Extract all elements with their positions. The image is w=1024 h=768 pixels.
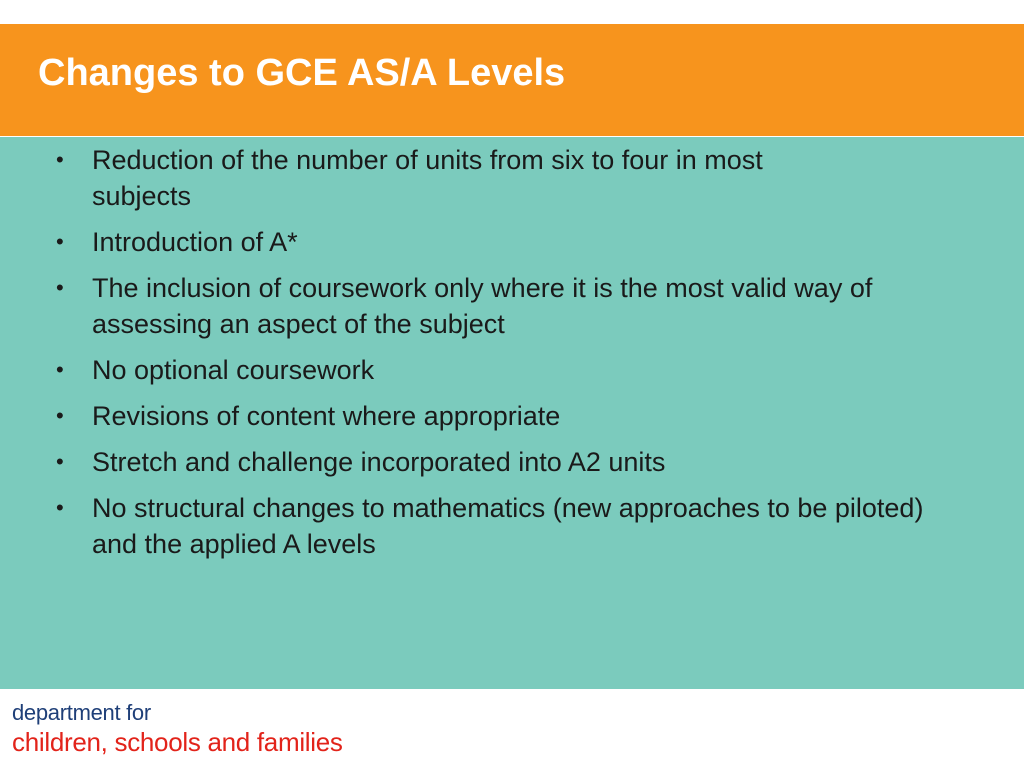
bullet-text: Introduction of A* xyxy=(92,227,298,257)
bullet-item xyxy=(54,352,954,388)
dcsf-logo xyxy=(12,700,612,758)
bullet-text: No optional coursework xyxy=(92,355,375,385)
bullet-item xyxy=(54,444,954,480)
bullet-marker: • xyxy=(56,403,64,428)
logo-line-children-schools-families: children, schools and families xyxy=(12,727,343,757)
bullet-text: The inclusion of coursework only where it is the most valid way of assessing an aspect of the subject xyxy=(92,273,873,339)
bullet-item xyxy=(54,224,954,260)
bullet-marker: • xyxy=(56,275,64,300)
logo-line-department: department for xyxy=(12,700,151,725)
bullet-item xyxy=(54,142,954,214)
bullet-item xyxy=(54,270,954,342)
bullet-marker: • xyxy=(56,357,64,382)
bullet-text: Revisions of content where appropriate xyxy=(92,401,561,431)
bullet-marker: • xyxy=(56,229,64,254)
bullet-text: Stretch and challenge incorporated into A2 units xyxy=(92,447,666,477)
bullet-marker: • xyxy=(56,147,64,172)
slide-title: Changes to GCE AS/A Levels xyxy=(38,52,566,94)
bullet-text: Reduction of the number of units from six to four in most subjects xyxy=(92,145,763,211)
bullet-text: No structural changes to mathematics (new approaches to be piloted) and the applied A levels xyxy=(92,493,924,559)
bullet-item xyxy=(54,398,954,434)
bullet-marker: • xyxy=(56,495,64,520)
bullet-item xyxy=(54,490,954,562)
bullet-list xyxy=(54,142,954,572)
bullet-marker: • xyxy=(56,449,64,474)
